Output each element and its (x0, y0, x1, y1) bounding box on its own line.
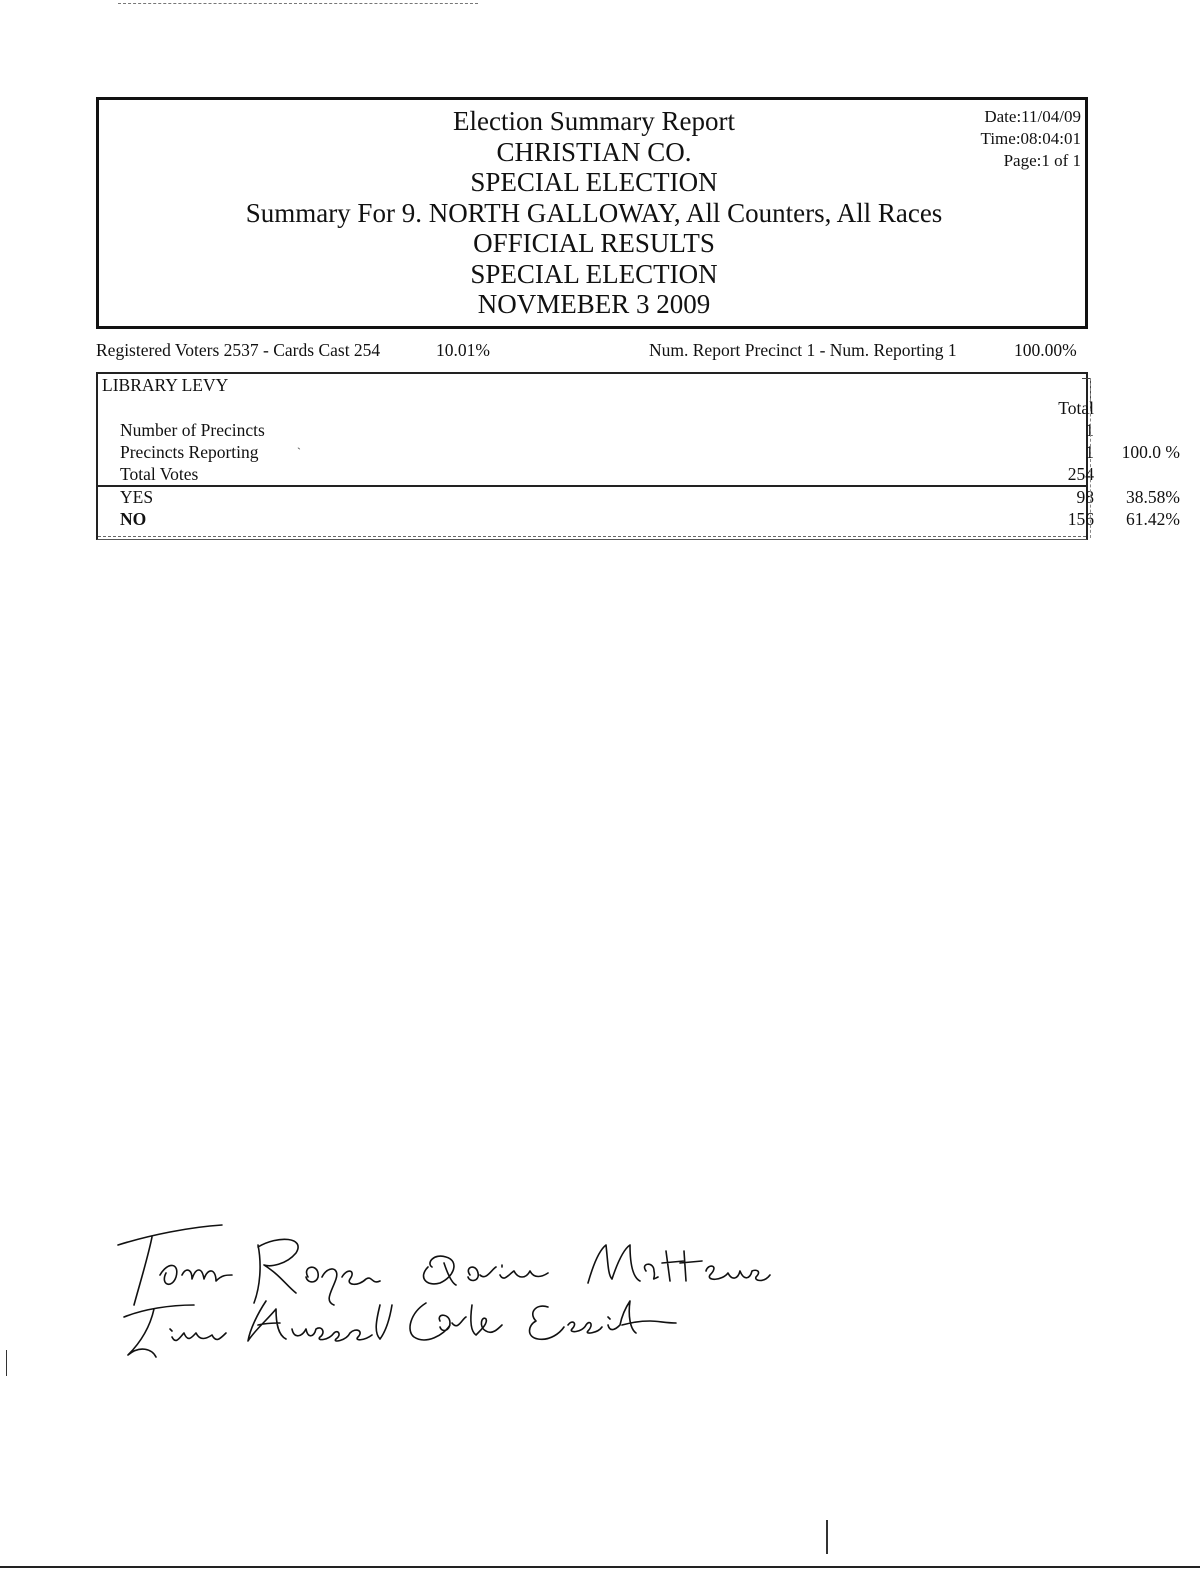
stat-total: 1 (1085, 420, 1094, 440)
race-library-levy (96, 372, 1180, 540)
total-column-header: Total (1058, 398, 1094, 418)
stat-percent: 100.0 % (1121, 442, 1180, 462)
race-bottom-rule (98, 536, 1086, 537)
results-type: OFFICIAL RESULTS (473, 228, 715, 258)
turnout-percent: 10.01% (436, 340, 490, 360)
stat-label: Total Votes (120, 464, 199, 484)
choice-label: NO (120, 509, 147, 529)
signature-jim-russell (124, 1301, 392, 1357)
handwritten-signatures (110, 1205, 870, 1375)
stat-total: 254 (1067, 464, 1094, 484)
signature-carla-essick (410, 1301, 676, 1340)
election-date: NOVMEBER 3 2009 (477, 289, 711, 319)
header-title-block (99, 106, 1089, 320)
turnout-summary (96, 340, 1086, 364)
choice-label: YES (120, 487, 154, 507)
stat-row-total-votes (98, 463, 1094, 485)
scan-mark-bottom (826, 1520, 828, 1554)
election-name: SPECIAL ELECTION (470, 167, 718, 197)
county-name: CHRISTIAN CO. (496, 136, 692, 167)
signature-block (110, 1205, 870, 1375)
stat-row-number-of-precincts (98, 419, 1094, 441)
stray-mark: ˋ (297, 445, 301, 459)
registered-voters-cards-cast: Registered Voters 2537 - Cards Cast 254 (96, 340, 381, 360)
choice-row-yes (98, 486, 1180, 508)
summary-scope: Summary For 9. NORTH GALLOWAY, All Counters, All Races (245, 197, 943, 228)
scan-mark-left (6, 1350, 7, 1376)
report-page: Page:1 of 1 (1003, 151, 1081, 170)
choice-percent: 61.42% (1126, 509, 1180, 529)
scan-edge-bottom (0, 1566, 1200, 1568)
report-header (96, 97, 1088, 329)
stat-row-precincts-reporting (98, 441, 1180, 463)
choice-percent: 38.58% (1126, 487, 1180, 507)
report-time: Time:08:04:01 (980, 129, 1081, 148)
race-right-edge (1090, 378, 1091, 538)
scan-edge-top (118, 0, 478, 4)
choice-votes: 156 (1067, 509, 1094, 529)
stat-total: 1 (1085, 442, 1094, 462)
election-name-repeat: SPECIAL ELECTION (470, 258, 718, 289)
report-date: Date:11/04/09 (984, 107, 1081, 126)
report-title: Election Summary Report (453, 106, 735, 136)
choice-row-no (98, 508, 1180, 530)
precinct-reporting: Num. Report Precinct 1 - Num. Reporting 1 (649, 340, 957, 360)
race-title: LIBRARY LEVY (102, 375, 229, 395)
stat-label: Number of Precincts (120, 420, 265, 440)
signature-marian-matthews (424, 1245, 770, 1285)
stat-label: Precincts Reporting (120, 442, 259, 462)
report-meta (981, 106, 1081, 172)
signature-tom-rogers (118, 1225, 380, 1305)
reporting-percent: 100.00% (1014, 340, 1077, 360)
choice-votes: 98 (1076, 487, 1094, 507)
